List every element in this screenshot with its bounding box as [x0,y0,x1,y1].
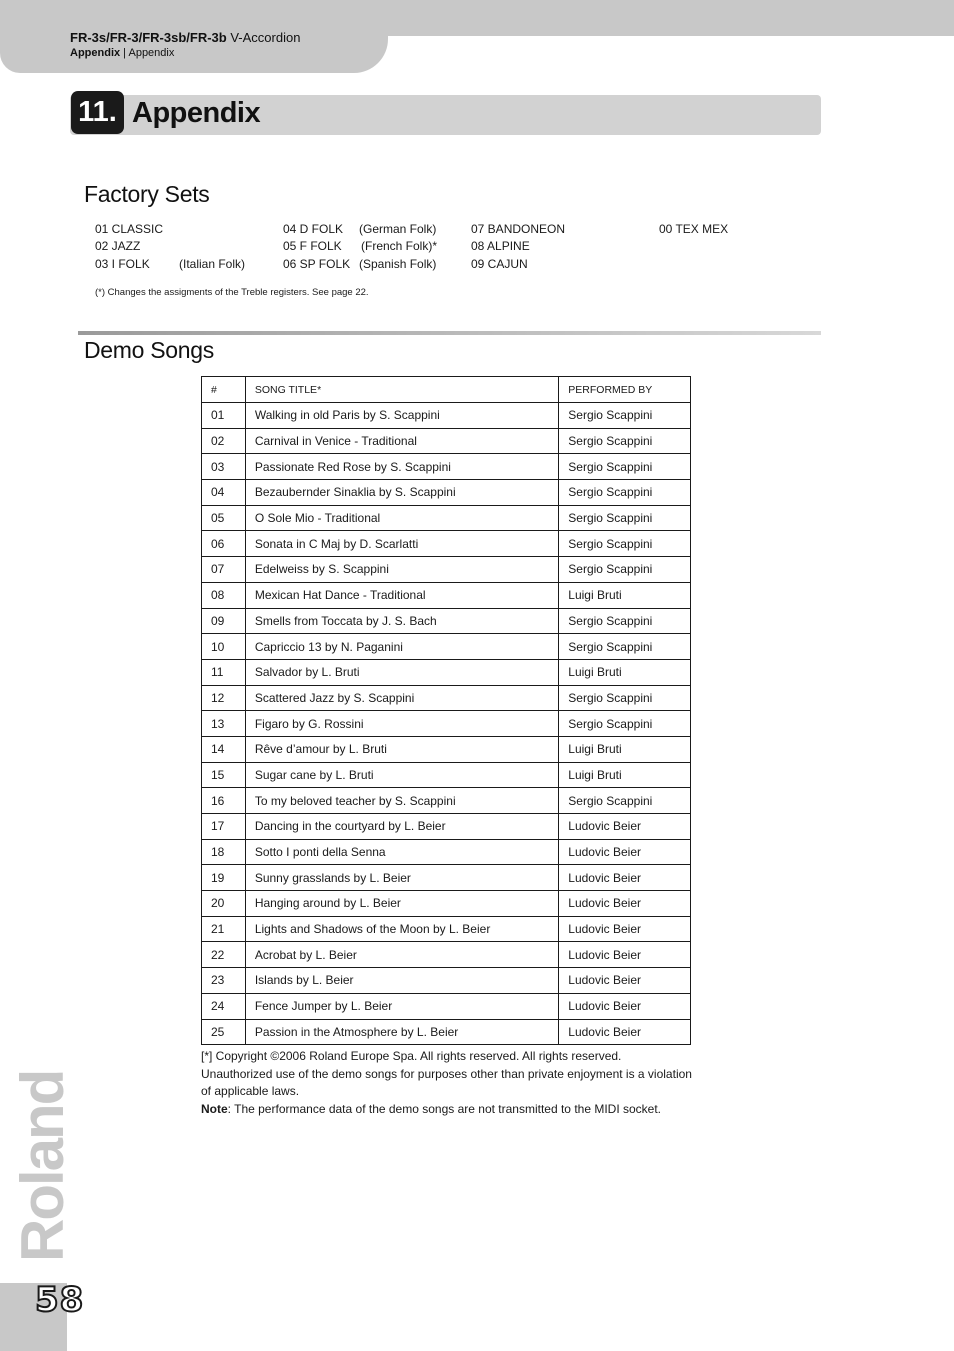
factory-set-item: 07 BANDONEON [471,222,566,236]
song-performer: Sergio Scappini [559,454,691,480]
song-number: 24 [202,993,246,1019]
factory-set-item: 06 SP FOLK (Spanish Folk) [283,257,437,271]
table-row [202,942,691,968]
song-performer: Luigi Bruti [559,582,691,608]
song-title: Walking in old Paris by S. Scappini [245,403,558,429]
song-performer: Sergio Scappini [559,634,691,660]
table-row [202,634,691,660]
song-title: Acrobat by L. Beier [245,942,558,968]
table-row [202,505,691,531]
song-number: 08 [202,582,246,608]
song-performer: Sergio Scappini [559,608,691,634]
song-title: Islands by L. Beier [245,968,558,994]
song-performer: Ludovic Beier [559,1019,691,1045]
song-number: 09 [202,608,246,634]
song-number: 01 [202,403,246,429]
song-number: 21 [202,916,246,942]
song-title: Sotto I ponti della Senna [245,839,558,865]
factory-set-item: 08 ALPINE [471,239,530,253]
chapter-title: Appendix [132,97,261,129]
song-title: Sugar cane by L. Bruti [245,762,558,788]
song-number: 16 [202,788,246,814]
song-performer: Sergio Scappini [559,403,691,429]
breadcrumb: Appendix | Appendix [70,47,175,59]
song-number: 11 [202,659,246,685]
table-row [202,454,691,480]
song-title: Passionate Red Rose by S. Scappini [245,454,558,480]
demo-songs-title: Demo Songs [84,337,214,363]
song-title: Dancing in the courtyard by L. Beier [245,814,558,840]
factory-set-item: 01 CLASSIC [95,222,164,236]
roland-logo: Roland [9,1070,76,1262]
song-number: 05 [202,505,246,531]
factory-set-item: 05 F FOLK (French Folk)* [283,239,438,253]
section-divider [78,331,821,335]
table-row [202,788,691,814]
song-number: 25 [202,1019,246,1045]
song-title: O Sole Mio - Traditional [245,505,558,531]
table-row [202,1019,691,1045]
table-row [202,659,691,685]
table-row [202,531,691,557]
song-performer: Sergio Scappini [559,711,691,737]
song-number: 23 [202,968,246,994]
song-performer: Sergio Scappini [559,685,691,711]
song-number: 17 [202,814,246,840]
song-title: Mexican Hat Dance - Traditional [245,582,558,608]
usage-note: Unauthorized use of the demo songs for purposes other than private enjoyment is a violation of applicable laws. [201,1066,692,1099]
song-performer: Sergio Scappini [559,428,691,454]
song-title: Rêve d’amour by L. Bruti [245,736,558,762]
factory-sets-title: Factory Sets [84,181,210,207]
song-number: 18 [202,839,246,865]
song-performer: Ludovic Beier [559,839,691,865]
table-row [202,711,691,737]
song-performer: Ludovic Beier [559,968,691,994]
page-number: 58 [35,1280,85,1320]
song-title: To my beloved teacher by S. Scappini [245,788,558,814]
song-title: Sonata in C Maj by D. Scarlatti [245,531,558,557]
factory-sets-note: (*) Changes the assigments of the Treble registers. See page 22. [95,287,369,298]
song-number: 04 [202,480,246,506]
song-title: Salvador by L. Bruti [245,659,558,685]
song-performer: Sergio Scappini [559,557,691,583]
column-header-number: # [202,377,246,403]
song-number: 14 [202,736,246,762]
factory-set-item: 00 TEX MEX [659,222,729,236]
song-performer: Ludovic Beier [559,865,691,891]
song-number: 15 [202,762,246,788]
table-row [202,865,691,891]
table-row [202,891,691,917]
table-row [202,736,691,762]
song-performer: Sergio Scappini [559,480,691,506]
song-performer: Ludovic Beier [559,891,691,917]
midi-note: Note: The performance data of the demo songs are not transmitted to the MIDI socket. [201,1101,662,1116]
demo-songs-table [201,376,691,1045]
song-performer: Sergio Scappini [559,531,691,557]
table-row [202,968,691,994]
table-row [202,582,691,608]
factory-set-item: 03 I FOLK (Italian Folk) [95,257,246,271]
song-title: Lights and Shadows of the Moon by L. Beier [245,916,558,942]
song-number: 07 [202,557,246,583]
table-row [202,839,691,865]
table-row [202,403,691,429]
table-header-row [202,377,691,403]
song-title: Carnival in Venice - Traditional [245,428,558,454]
table-row [202,993,691,1019]
column-header-performer: PERFORMED BY [559,377,691,403]
model-title: FR-3s/FR-3/FR-3sb/FR-3b V-Accordion [70,30,301,45]
song-title: Sunny grasslands by L. Beier [245,865,558,891]
song-title: Fence Jumper by L. Beier [245,993,558,1019]
table-row [202,480,691,506]
song-title: Hanging around by L. Beier [245,891,558,917]
chapter-number: 11. [71,91,124,134]
song-title: Capriccio 13 by N. Paganini [245,634,558,660]
song-title: Smells from Toccata by J. S. Bach [245,608,558,634]
table-row [202,762,691,788]
table-row [202,557,691,583]
factory-set-item: 04 D FOLK (German Folk) [283,222,437,236]
song-title: Bezaubernder Sinaklia by S. Scappini [245,480,558,506]
table-row [202,916,691,942]
song-number: 06 [202,531,246,557]
song-title: Figaro by G. Rossini [245,711,558,737]
song-performer: Luigi Bruti [559,659,691,685]
song-performer: Luigi Bruti [559,736,691,762]
song-number: 02 [202,428,246,454]
table-row [202,685,691,711]
song-performer: Ludovic Beier [559,993,691,1019]
song-number: 03 [202,454,246,480]
song-performer: Sergio Scappini [559,505,691,531]
table-row [202,608,691,634]
demo-songs-footnote [201,1048,696,1118]
table-row [202,814,691,840]
column-header-title: SONG TITLE* [245,377,558,403]
song-number: 13 [202,711,246,737]
song-performer: Ludovic Beier [559,916,691,942]
table-row [202,428,691,454]
song-performer: Luigi Bruti [559,762,691,788]
song-title: Edelweiss by S. Scappini [245,557,558,583]
factory-set-item: 02 JAZZ [95,239,141,253]
copyright-note: [*] Copyright ©2006 Roland Europe Spa. All rights reserved. All rights reserved. [201,1049,622,1063]
song-number: 22 [202,942,246,968]
factory-set-item: 09 CAJUN [471,257,528,271]
song-number: 12 [202,685,246,711]
song-number: 10 [202,634,246,660]
song-number: 19 [202,865,246,891]
song-title: Passion in the Atmosphere by L. Beier [245,1019,558,1045]
song-performer: Ludovic Beier [559,814,691,840]
song-number: 20 [202,891,246,917]
song-performer: Ludovic Beier [559,942,691,968]
song-performer: Sergio Scappini [559,788,691,814]
song-title: Scattered Jazz by S. Scappini [245,685,558,711]
